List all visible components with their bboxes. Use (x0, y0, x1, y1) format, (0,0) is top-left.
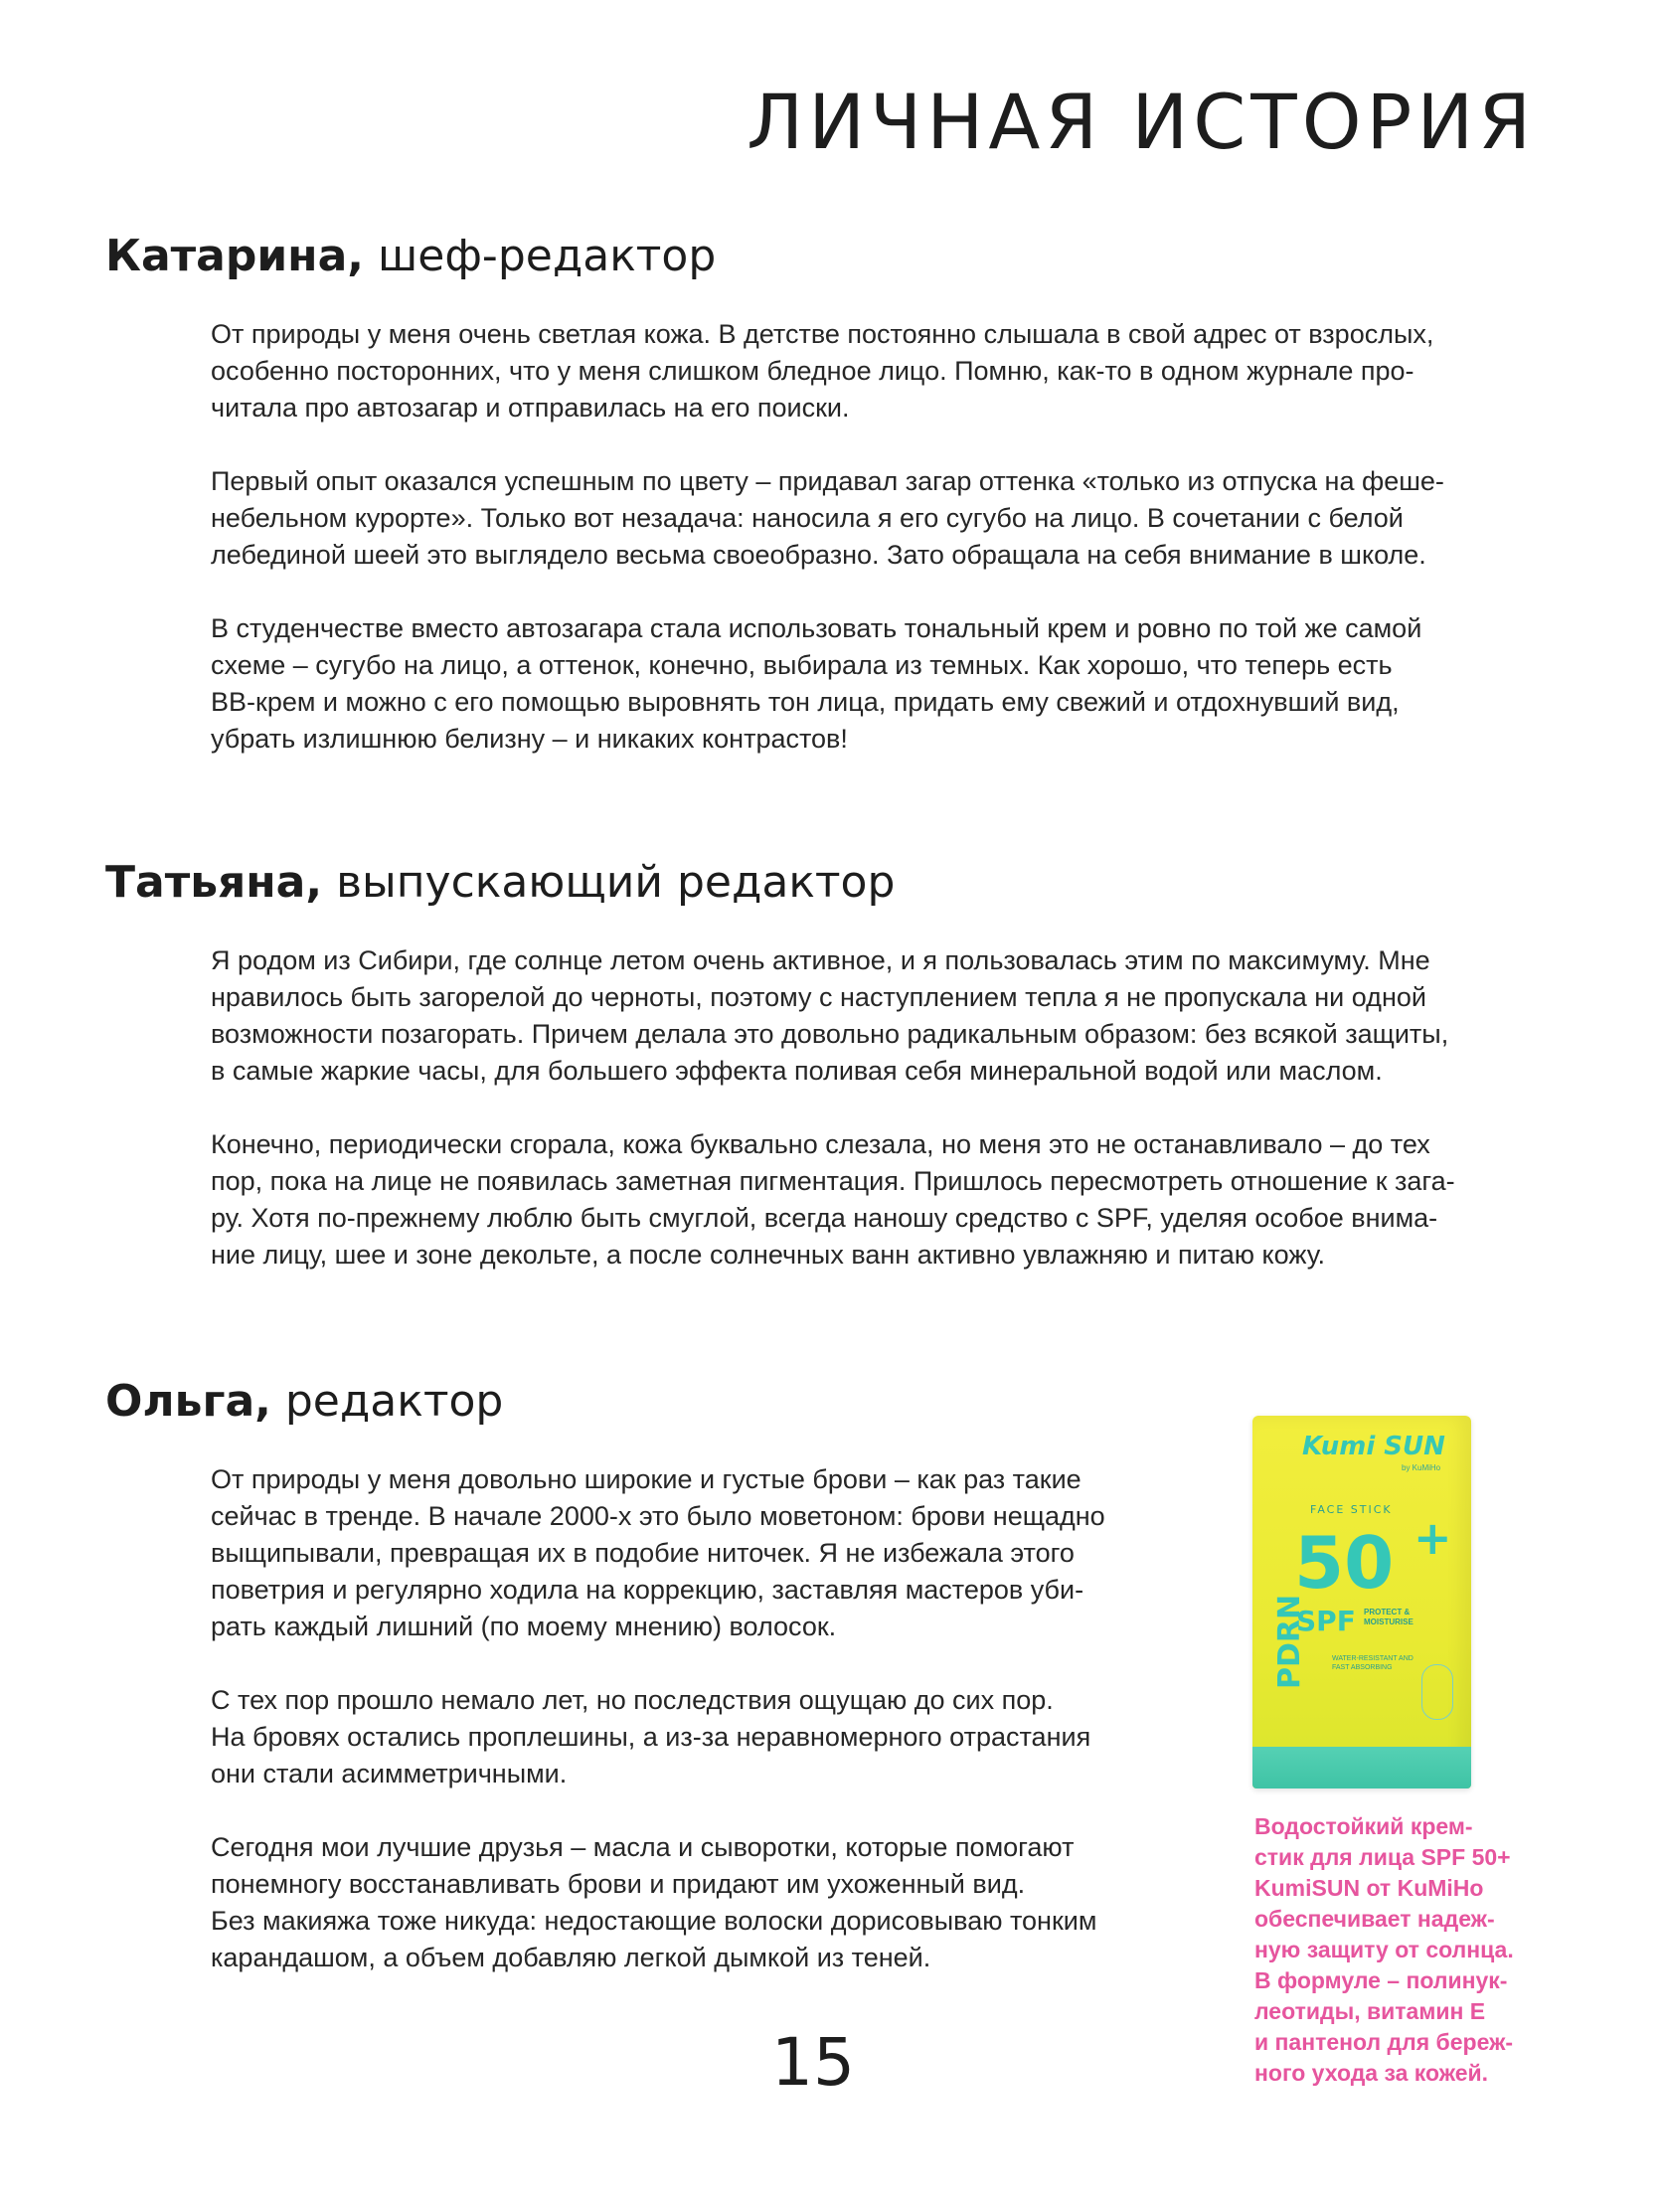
product-brand-sub: by KuMiHo (1402, 1463, 1441, 1472)
text-line: особенно посторонних, что у меня слишком бледное лицо. Помню, как-то в одном журнале про- (211, 356, 1414, 386)
text-line: Без макияжа тоже никуда: недостающие волоски дорисовываю тонким (211, 1906, 1097, 1936)
text-line: они стали асимметричными. (211, 1759, 568, 1788)
section-heading-tatyana (105, 857, 895, 908)
page-number: 15 (771, 2024, 855, 2101)
paragraph (211, 463, 1533, 574)
product-small-print: WATER-RESISTANT AND FAST ABSORBING (1332, 1655, 1414, 1671)
spf-plus: + (1414, 1511, 1452, 1565)
paragraph (211, 942, 1533, 1090)
caption-line: леотиды, витамин Е (1254, 1998, 1486, 2024)
paragraph (211, 1682, 1205, 1792)
text-line: Конечно, периодически сгорала, кожа буквально слезала, но меня это не останавливало – до тех (211, 1129, 1430, 1159)
author-role: выпускающий редактор (336, 857, 896, 908)
text-line: С тех пор прошло немало лет, но последствия ощущаю до сих пор. (211, 1685, 1054, 1715)
text-line: На бровях остались проплешины, а из-за неравномерного отрастания (211, 1722, 1091, 1752)
text-line: Первый опыт оказался успешным по цвету – придавал загар оттенка «только из отпуска на феше- (211, 466, 1444, 496)
text-line: сейчас в тренде. В начале 2000-х это было моветоном: брови нещадно (211, 1501, 1105, 1531)
page-title: ЛИЧНАЯ ИСТОРИЯ (747, 78, 1536, 166)
paragraph (211, 610, 1533, 758)
caption-line: обеспечивает надеж- (1254, 1906, 1495, 1932)
text-line: в самые жаркие часы, для большего эффекта поливая себя минеральной водой или маслом. (211, 1056, 1383, 1086)
section-heading-olga (105, 1376, 503, 1427)
product-caption (1254, 1811, 1543, 2089)
text-line: Сегодня мои лучшие друзья – масла и сыворотки, которые помогают (211, 1832, 1075, 1862)
section-heading-katarina (105, 231, 716, 281)
sunscreen-stick (1252, 1416, 1471, 1788)
paragraph (211, 1829, 1205, 1976)
text-line: поветрия и регулярно ходила на коррекцию, заставляя мастеров уби- (211, 1575, 1084, 1605)
text-line: карандашом, а объем добавляю легкой дымкой из теней. (211, 1943, 931, 1972)
caption-line: В формуле – полинук- (1254, 1967, 1508, 1993)
text-line: ние лицу, шее и зоне декольте, а после солнечных ванн активно увлажняю и питаю кожу. (211, 1240, 1326, 1270)
text-line: небельном курорте». Только вот незадача: наносила я его сугубо на лицо. В сочетании с белой (211, 503, 1404, 533)
product-brand: Kumi SUN (1302, 1432, 1445, 1461)
section-body-tatyana (211, 942, 1533, 1274)
text-line: От природы у меня довольно широкие и густые брови – как раз такие (211, 1464, 1081, 1494)
text-line: выщипывали, превращая их в подобие ниточек. Я не избежала этого (211, 1538, 1075, 1568)
text-line: возможности позагорать. Причем делала это довольно радикальным образом: без всякой защиты, (211, 1019, 1449, 1049)
text-line: понемногу восстанавливать брови и придают им ухоженный вид. (211, 1869, 1026, 1899)
caption-line: и пантенол для береж- (1254, 2029, 1514, 2055)
author-name: Ольга, (105, 1376, 271, 1427)
author-role: шеф-редактор (377, 231, 717, 281)
author-name: Татьяна, (105, 857, 323, 908)
caption-line: ного ухода за кожей. (1254, 2060, 1489, 2086)
paragraph (211, 1126, 1533, 1274)
spf-value: 50 (1294, 1521, 1395, 1605)
text-line: BB-крем и можно с его помощью выровнять тон лица, придать ему свежий и отдохнувший вид, (211, 687, 1400, 717)
product-image (1243, 1416, 1481, 1793)
text-line: лебединой шеей это выглядело весьма своеобразно. Зато обращала на себя внимание в школе. (211, 540, 1426, 570)
text-line: нравилось быть загорелой до черноты, поэтому с наступлением тепла я не пропускала ни одной (211, 982, 1426, 1012)
stick-base (1252, 1747, 1471, 1788)
text-line: В студенчестве вместо автозагара стала использовать тональный крем и ровно по той же самой (211, 613, 1422, 643)
caption-line: стик для лица SPF 50+ (1254, 1844, 1511, 1870)
caption-line: ную защиту от солнца. (1254, 1937, 1514, 1962)
text-line: рать каждый лишний (по моему мнению) волосок. (211, 1612, 837, 1641)
text-line: читала про автозагар и отправилась на его поиски. (211, 393, 850, 423)
author-name: Катарина, (105, 231, 364, 281)
text-line: Я родом из Сибири, где солнце летом очень активное, и я пользовалась этим по максимуму. Мне (211, 945, 1430, 975)
text-line: убрать излишнюю белизну – и никаких контрастов! (211, 724, 848, 754)
text-line: пор, пока на лице не появилась заметная пигментация. Пришлось пересмотреть отношение к зага- (211, 1166, 1455, 1196)
text-line: схеме – сугубо на лицо, а оттенок, конечно, выбирала из темных. Как хорошо, что теперь есть (211, 650, 1393, 680)
spf-label: SPF (1296, 1605, 1356, 1637)
text-line: ру. Хотя по-прежнему люблю быть смуглой, всегда наношу средство с SPF, уделяя особое внима- (211, 1203, 1438, 1233)
pdrn-label: PDRN (1272, 1594, 1307, 1689)
author-role: редактор (284, 1376, 504, 1427)
paragraph (211, 316, 1533, 426)
text-line: От природы у меня очень светлая кожа. В детстве постоянно слышала в свой адрес от взрослых, (211, 319, 1434, 349)
uv-badge-icon (1421, 1664, 1453, 1720)
caption-line: Водостойкий крем- (1254, 1813, 1473, 1839)
spf-note: PROTECT & MOISTURISE (1364, 1608, 1414, 1626)
product-type: FACE STICK (1310, 1503, 1393, 1516)
caption-line: KumiSUN от KuMiHo (1254, 1875, 1484, 1901)
paragraph (211, 1461, 1205, 1645)
section-body-olga (211, 1461, 1205, 1976)
section-body-katarina (211, 316, 1533, 758)
